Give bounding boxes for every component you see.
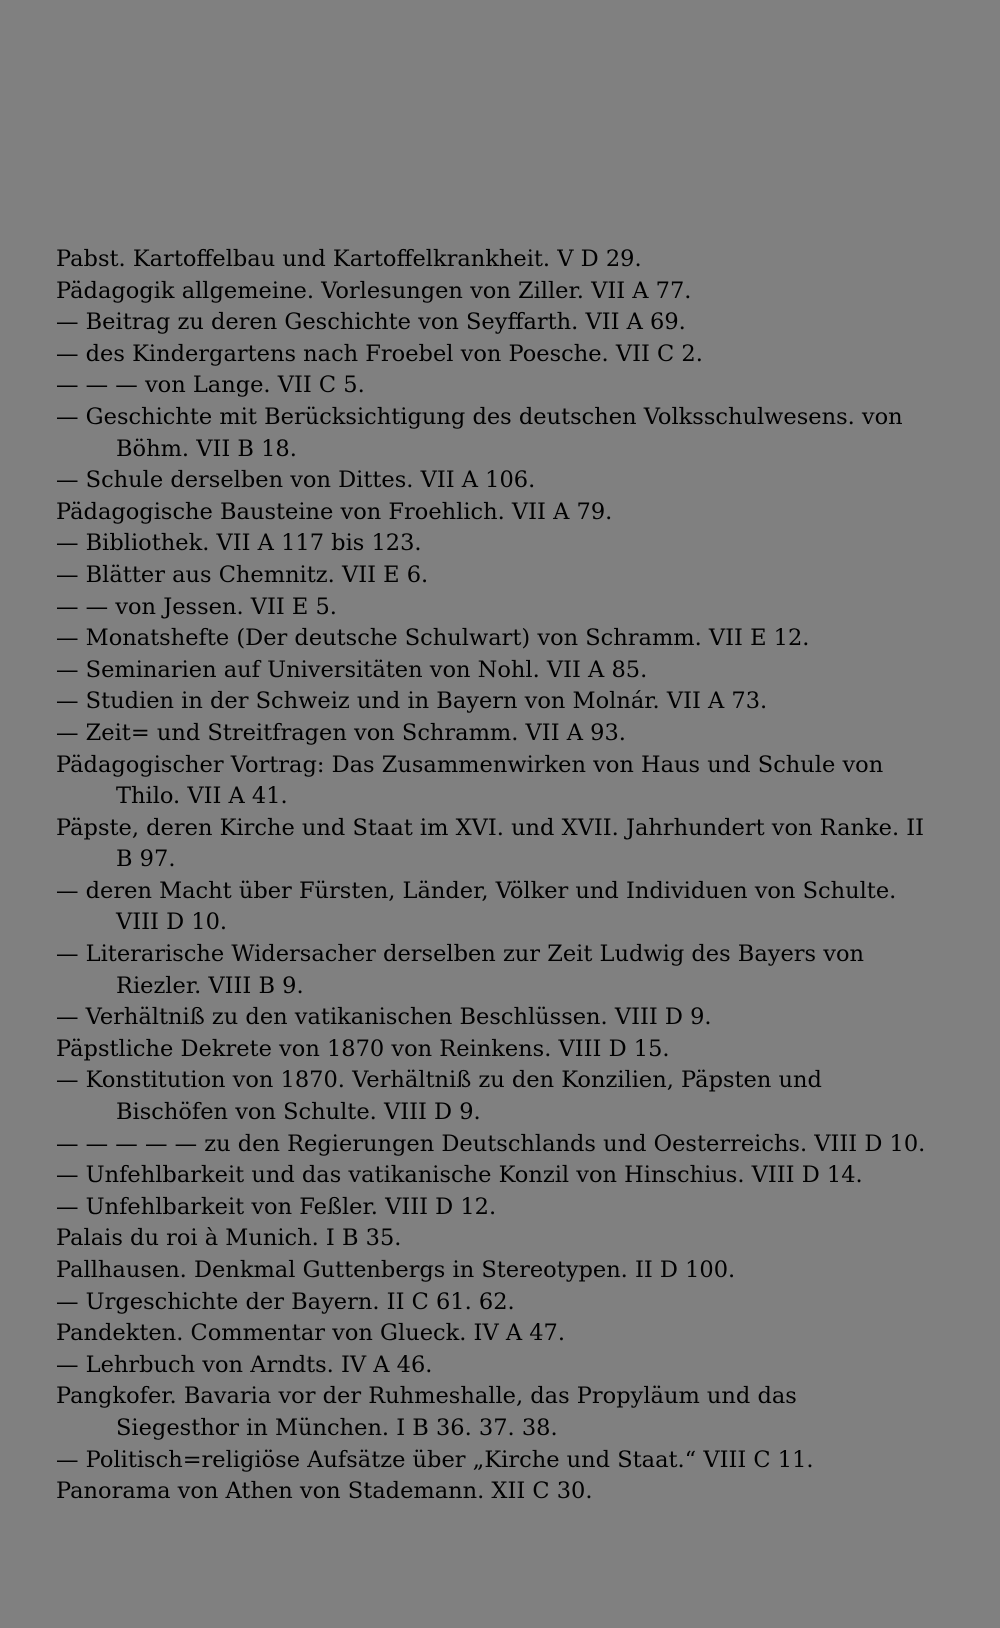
index-entry: — Schule derselben von Dittes. VII A 106. [56, 467, 536, 494]
index-entry: — Bibliothek. VII A 117 bis 123. [56, 530, 422, 557]
index-entry: Päpste, deren Kirche und Staat im XVI. und XVII. Jahrhundert von Ranke. II B 97. [56, 814, 925, 873]
index-entry: Panorama von Athen von Stademann. XII C 30. [56, 1478, 593, 1505]
index-entry: Pädagogischer Vortrag: Das Zusammenwirken von Haus und Schule von Thilo. VII A 41. [56, 751, 884, 810]
index-entry: — Literarische Widersacher derselben zur Zeit Ludwig des Bayers von Riezler. VIII B 9. [56, 941, 864, 999]
index-entry: — Politisch=religiöse Aufsätze über „Kirche und Staat.“ VIII C 11. [56, 1446, 814, 1473]
index-entry: — Unfehlbarkeit und das vatikanische Konzil von Hinschius. VIII D 14. [56, 1162, 863, 1189]
index-entry: Pabst. Kartoffelbau und Kartoffelkrankheit. V D 29. [56, 246, 642, 272]
index-entry: — Studien in der Schweiz und in Bayern von Molnár. VII A 73. [56, 688, 768, 715]
index-entry: — Monatshefte (Der deutsche Schulwart) von Schramm. VII E 12. [56, 625, 810, 652]
index-entry: — Lehrbuch von Arndts. IV A 46. [56, 1351, 433, 1378]
index-entry: — des Kindergartens nach Froebel von Poesche. VII C 2. [56, 340, 703, 367]
index-entry: Pangkofer. Bavaria vor der Ruhmeshalle, das Propyläum und das Siegesthor in München. I B 36. 37. 38. [56, 1383, 797, 1441]
index-entry: — Verhältniß zu den vatikanischen Beschlüssen. VIII D 9. [56, 1004, 712, 1031]
index-entry: — — — — — zu den Regierungen Deutschlands und Oesterreichs. VIII D 10. [56, 1130, 926, 1157]
index-entry: — deren Macht über Fürsten, Länder, Völker und Individuen von Schulte. VIII D 10. [56, 877, 897, 936]
index-entry: — Seminarien auf Universitäten von Nohl. VII A 85. [56, 656, 648, 683]
index-entry: Pallhausen. Denkmal Guttenbergs in Stereotypen. II D 100. [56, 1257, 736, 1283]
index-entry: — Zeit= und Streitfragen von Schramm. VII A 93. [56, 719, 626, 746]
index-entries [56, 244, 926, 1508]
index-entry: — Urgeschichte der Bayern. II C 61. 62. [56, 1288, 515, 1315]
index-entry: — Unfehlbarkeit von Feßler. VIII D 12. [56, 1193, 497, 1220]
index-entry: Pädagogische Bausteine von Froehlich. VII A 79. [56, 498, 613, 525]
index-entry: — Beitrag zu deren Geschichte von Seyffarth. VII A 69. [56, 309, 686, 336]
index-entry: Pädagogik allgemeine. Vorlesungen von Ziller. VII A 77. [56, 277, 692, 304]
index-entry: — Blätter aus Chemnitz. VII E 6. [56, 561, 429, 588]
index-entry: Päpstliche Dekrete von 1870 von Reinkens. VIII D 15. [56, 1035, 670, 1062]
index-entry: Pandekten. Commentar von Glueck. IV A 47. [56, 1320, 566, 1347]
index-entry: — Geschichte mit Berücksichtigung des deutschen Volksschulwesens. von Böhm. VII B 18. [56, 403, 903, 462]
index-entry: — — von Jessen. VII E 5. [56, 593, 337, 620]
index-entry: Palais du roi à Munich. I B 35. [56, 1225, 402, 1252]
index-entry: — — — von Lange. VII C 5. [56, 372, 365, 399]
index-entry: — Konstitution von 1870. Verhältniß zu den Konzilien, Päpsten und Bischöfen von Schulte. VIII D 9. [56, 1067, 822, 1126]
